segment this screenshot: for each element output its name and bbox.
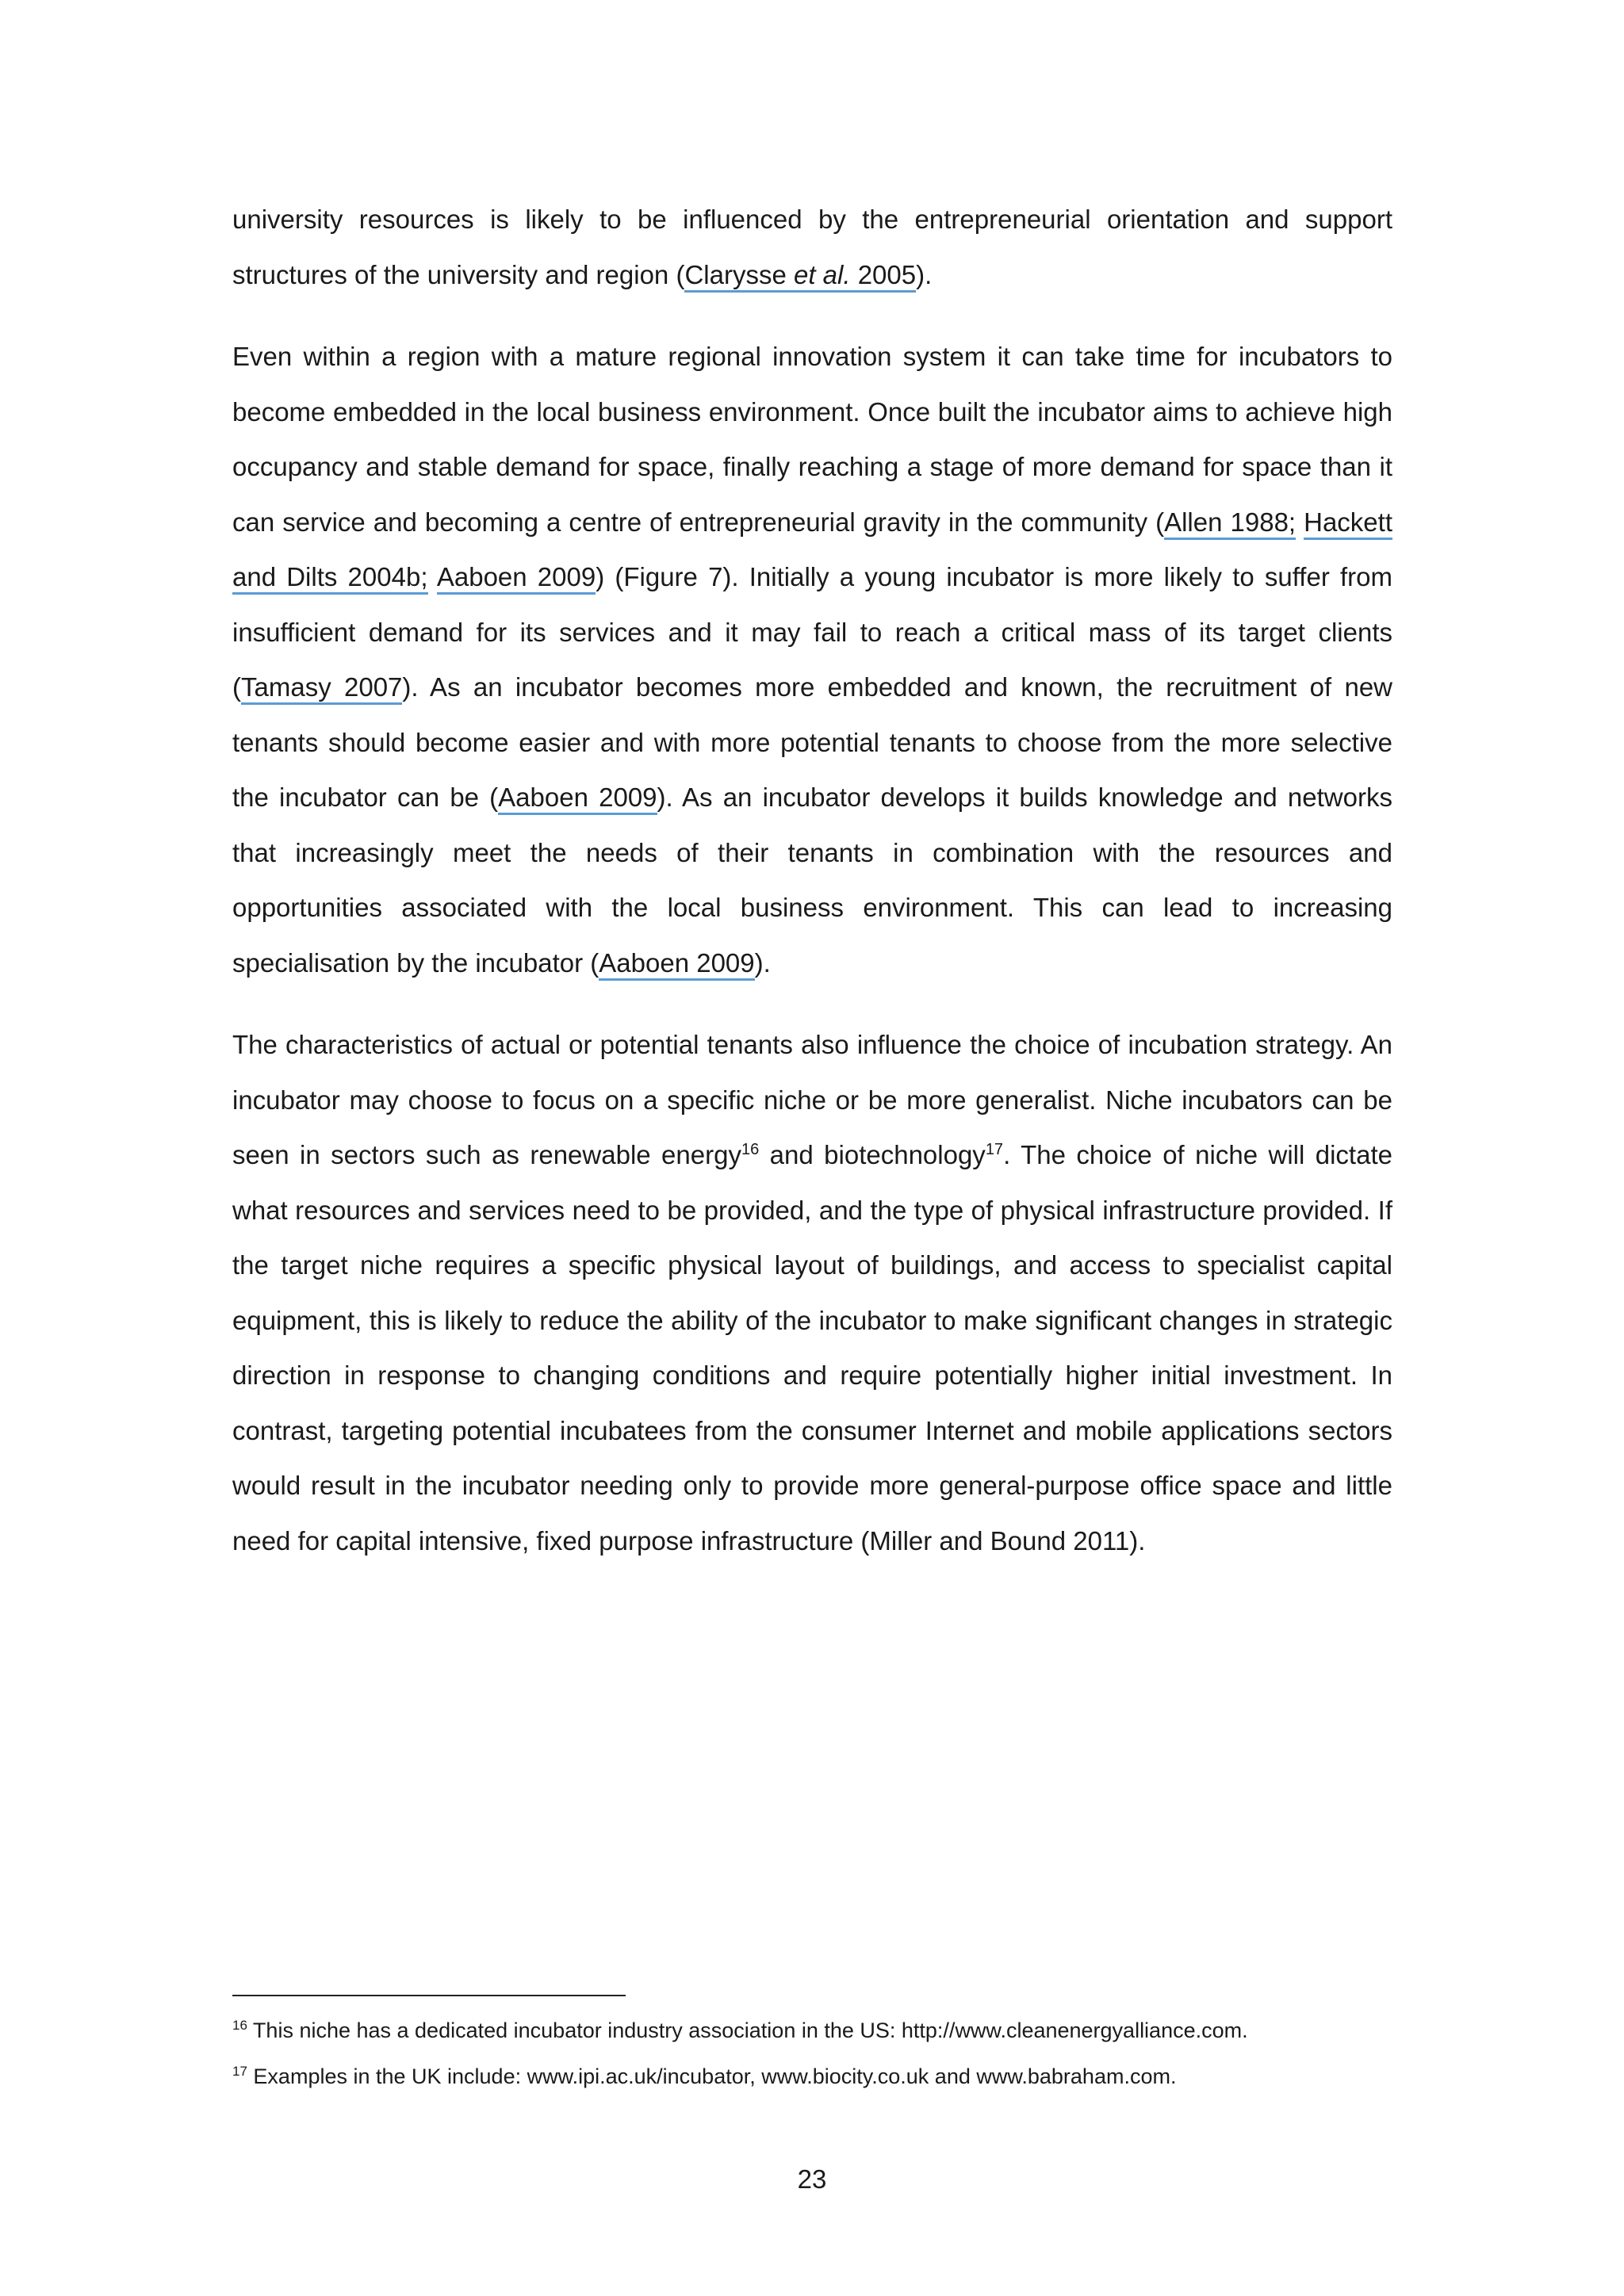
footnote-text: Examples in the UK include: www.ipi.ac.uk/incubator, www.biocity.co.uk and www.babraham.com. xyxy=(247,2064,1177,2088)
citation-link[interactable]: et al. xyxy=(794,260,851,293)
text-run xyxy=(1296,507,1304,537)
footnote-17 xyxy=(232,2053,1392,2099)
paragraph-3 xyxy=(232,1017,1392,1568)
text-run: ). xyxy=(754,947,771,978)
footnote-separator xyxy=(232,1995,626,1996)
text-run: and biotechnology xyxy=(759,1140,986,1169)
footnote-text: This niche has a dedicated incubator industry association in the US: http://www.cleanenergyalliance.com. xyxy=(247,2019,1248,2042)
citation-link[interactable]: Tamasy 2007 xyxy=(241,672,402,705)
footnote-16 xyxy=(232,2007,1392,2053)
text-run: ). xyxy=(916,259,933,289)
text-run: Even within a region with a mature regional innovation system it can take time for incubators to become embedded in the local business environment. Once built the incubator aims to achieve high occupancy and stable demand for space, finally reaching a stage of more demand for space than it can service and becoming a centre of entrepreneurial gravity in the community ( xyxy=(232,342,1392,537)
citation-link[interactable]: Aaboen 2009 xyxy=(437,562,596,595)
page-number: 23 xyxy=(797,2164,827,2194)
footnote-number: 17 xyxy=(232,2064,247,2079)
footnote-reference[interactable]: 17 xyxy=(985,1141,1004,1158)
citation-link[interactable]: Aaboen 2009 xyxy=(599,948,754,981)
text-run: ) (Figure 7). Initially a young incubator is more likely to suffer from insufficient demand for its services and it may fail to reach a critical mass of its target clients ( xyxy=(232,562,1392,702)
body-text xyxy=(232,192,1392,1595)
citation-link[interactable]: Aaboen 2009 xyxy=(498,783,657,815)
footnote-number: 16 xyxy=(232,2018,247,2033)
text-run: university resources is likely to be influenced by the entrepreneurial orientation and support structures of the university and region ( xyxy=(232,205,1392,289)
citation-link[interactable]: Hackett and Dilts 2004b; xyxy=(232,507,1392,595)
paragraph-2 xyxy=(232,329,1392,990)
citation-link[interactable]: Allen 1988; xyxy=(1164,507,1296,540)
text-run: . The choice of niche will dictate what resources and services need to be provided, and the type of physical infrastructure provided. If the target niche requires a specific physical layout of buildings, and access to specialist capital equipment, this is likely to reduce the ability of the incubator to make significant changes in strategic direction in response to changing conditions and require potentially higher initial investment. In contrast, targeting potential incubatees from the consumer Internet and mobile applications sectors would result in the incubator needing only to provide more general-purpose office space and little need for capital intensive, fixed purpose infrastructure (Miller and Bound 2011). xyxy=(232,1140,1392,1556)
citation-link[interactable]: 2005 xyxy=(851,260,917,293)
text-run: ). As an incubator develops it builds knowledge and networks that increasingly meet the needs of their tenants in combination with the resources and opportunities associated with the local business environment. This can lead to increasing specialisation by the incubator ( xyxy=(232,783,1392,978)
footnotes xyxy=(232,2007,1392,2099)
text-run xyxy=(428,562,437,591)
text-run: ). As an incubator becomes more embedded and known, the recruitment of new tenants should become easier and with more potential tenants to choose from the more selective the incubator can be ( xyxy=(232,672,1392,812)
paragraph-1 xyxy=(232,192,1392,302)
citation-link[interactable]: Clarysse xyxy=(684,260,794,293)
text-run: The characteristics of actual or potential tenants also influence the choice of incubation strategy. An incubator may choose to focus on a specific niche or be more generalist. Niche incubators can be seen in sectors such as renewable energy xyxy=(232,1030,1392,1169)
footnote-reference[interactable]: 16 xyxy=(741,1141,760,1158)
